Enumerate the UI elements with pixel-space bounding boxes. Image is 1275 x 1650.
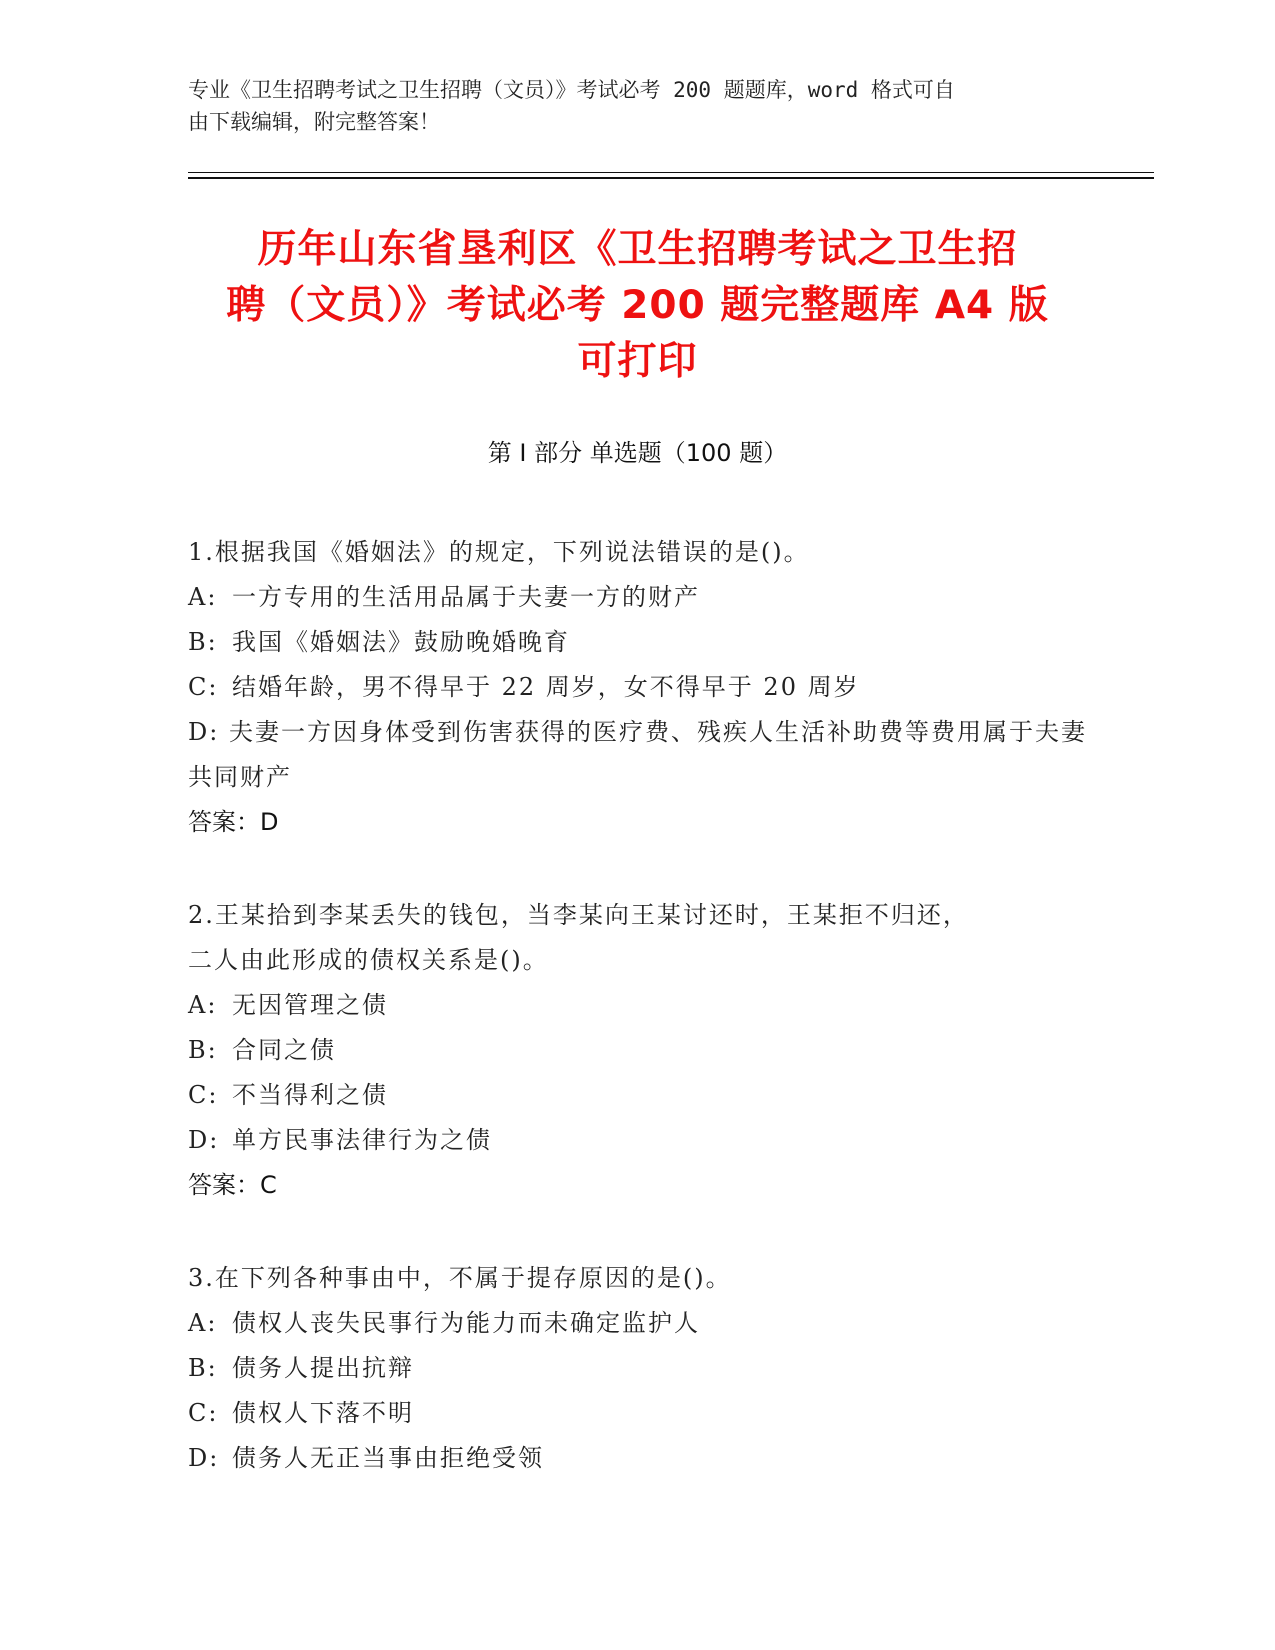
option-letter: A: bbox=[188, 583, 218, 611]
option-text: 一方专用的生活用品属于夫妻一方的财产 bbox=[232, 583, 700, 611]
option-text: 单方民事法律行为之债 bbox=[232, 1126, 492, 1154]
header-divider-thin bbox=[188, 172, 1154, 173]
option-a bbox=[188, 983, 1088, 1028]
title-line-3: 可打印 bbox=[577, 339, 698, 384]
option-letter: C: bbox=[188, 1399, 219, 1427]
option-c bbox=[188, 665, 1088, 710]
option-letter: A: bbox=[188, 1309, 218, 1337]
option-letter: A: bbox=[188, 991, 218, 1019]
option-b bbox=[188, 1346, 1088, 1391]
option-text: 债务人无正当事由拒绝受领 bbox=[232, 1444, 544, 1472]
option-text: 不当得利之债 bbox=[232, 1081, 388, 1109]
option-a bbox=[188, 1301, 1088, 1346]
option-text: 夫妻一方因身体受到伤害获得的医疗费、残疾人生活补助费等费用属于夫妻共同财产 bbox=[188, 718, 1087, 791]
document-title bbox=[160, 222, 1115, 390]
title-line-1: 历年山东省垦利区《卫生招聘考试之卫生招 bbox=[257, 227, 1018, 272]
option-letter: D: bbox=[188, 718, 220, 746]
option-d bbox=[188, 1436, 1088, 1481]
header-note-line-1: 专业《卫生招聘考试之卫生招聘（文员）》考试必考 200 题题库，word 格式可自 bbox=[188, 78, 955, 102]
option-text: 债权人丧失民事行为能力而未确定监护人 bbox=[232, 1309, 700, 1337]
question-1 bbox=[188, 530, 1088, 845]
option-text: 合同之债 bbox=[232, 1036, 336, 1064]
option-text: 结婚年龄，男不得早于 22 周岁，女不得早于 20 周岁 bbox=[232, 673, 860, 701]
option-d bbox=[188, 710, 1088, 800]
header-divider-thick bbox=[188, 177, 1154, 179]
question-2 bbox=[188, 893, 1088, 1208]
question-stem: 3.在下列各种事由中，不属于提存原因的是()。 bbox=[188, 1264, 732, 1292]
option-text: 债权人下落不明 bbox=[232, 1399, 414, 1427]
section-heading: 第 I 部分 单选题（100 题） bbox=[487, 439, 788, 467]
option-text: 我国《婚姻法》鼓励晚婚晚育 bbox=[232, 628, 570, 656]
option-a bbox=[188, 575, 1088, 620]
question-stem: 1.根据我国《婚姻法》的规定，下列说法错误的是()。 bbox=[188, 538, 810, 566]
option-letter: B: bbox=[188, 1036, 218, 1064]
option-b bbox=[188, 620, 1088, 665]
option-text: 债务人提出抗辩 bbox=[232, 1354, 414, 1382]
question-stem: 2.王某拾到李某丢失的钱包，当李某向王某讨还时，王某拒不归还， bbox=[188, 901, 969, 929]
option-letter: D: bbox=[188, 1444, 220, 1472]
answer-label: 答案：C bbox=[188, 1171, 277, 1199]
option-c bbox=[188, 1073, 1088, 1118]
option-text: 无因管理之债 bbox=[232, 991, 388, 1019]
option-letter: D: bbox=[188, 1126, 220, 1154]
option-letter: C: bbox=[188, 1081, 219, 1109]
question-stem-continued: 二人由此形成的债权关系是()。 bbox=[188, 946, 549, 974]
option-letter: B: bbox=[188, 628, 218, 656]
document-header-note bbox=[188, 74, 1088, 138]
option-d bbox=[188, 1118, 1088, 1163]
header-note-line-2: 由下载编辑，附完整答案！ bbox=[188, 110, 440, 134]
question-3 bbox=[188, 1256, 1088, 1481]
answer-label: 答案：D bbox=[188, 808, 279, 836]
title-line-2: 聘（文员）》考试必考 200 题完整题库 A4 版 bbox=[226, 283, 1049, 328]
option-letter: C: bbox=[188, 673, 219, 701]
option-c bbox=[188, 1391, 1088, 1436]
option-letter: B: bbox=[188, 1354, 218, 1382]
question-list bbox=[188, 530, 1088, 1529]
option-b bbox=[188, 1028, 1088, 1073]
